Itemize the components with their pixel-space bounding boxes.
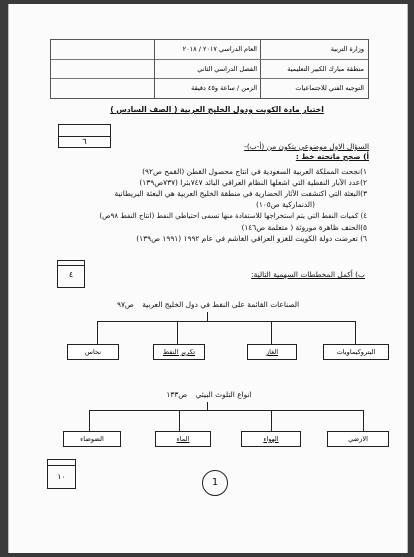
score-box-section-b [57,260,85,288]
exam-page [8,4,408,553]
diagram-1-node-copper: نحاس [67,344,119,360]
item-1: ١)نجحت المملكة العربية السعودية في انتاج محصول القطن (القمح ص٩٢) [142,167,367,176]
diagram-2-node-water: الماء [155,431,211,447]
diagram-1-stem [207,312,208,321]
diagram-2-node-air: الهواء [241,431,301,447]
diagram-2-connector [271,410,272,432]
ministry-label: وزارة التربية [330,45,364,53]
item-5: ٥)الحنف ظاهرة موروثة ( متعلمة ص١٤٦) [241,223,367,232]
score-box-section-a [58,124,111,148]
diagram-2-connector [363,410,364,432]
diagram-1-connector [177,321,178,345]
diagram-2-page-ref: ص١٣٣ [166,390,188,399]
header-empty-column [51,40,154,98]
item-3-correction: (الدنماركية ص١٠٥) [255,200,315,209]
section-a-instruction: أ) صحح ماتحته خط : [295,152,369,161]
header-empty-cell [51,78,154,97]
diagram-1-node-gas: الغاز [247,344,297,360]
score-value: ٤ [68,270,74,279]
semester-label: الفصل الدراسي الثاني [155,59,261,78]
section-b-instruction: ب) أكمل المخططات السهمية التالية: [251,270,365,279]
page-number: 1 [211,477,219,488]
header-table [50,39,369,99]
diagram-1-node-refining: تكرير النفط [153,344,205,360]
diagram-1-connector [271,321,272,345]
district-label: منطقة مبارك الكبير التعليمية [261,59,368,78]
department-label: التوجيه الفني للاجتماعيات [261,78,368,97]
diagram-1-connector [97,321,98,345]
diagram-1-connector [355,321,356,345]
diagram-2-node-soil: الارضي [327,431,389,447]
item-4: ٤) كميات النفط التي يتم استخراجها للاستفادة منها تسمى احتياطي النفط (انتاج النفط ٩٨ص) [99,212,367,220]
header-empty-cell [51,40,154,59]
diagram-2-connector [89,410,90,432]
diagram-1-branch [97,321,355,322]
diagram-1-title [103,300,313,309]
header-empty-cell [51,59,154,78]
item-3: ٣)البعثة التي اكتشفت الآثار الحضارية في منطقة الخليج العربية هي البعثة البريطانية [114,189,367,198]
diagram-2-stem [207,402,208,410]
diagram-1-page-ref: ص٩٧ [116,300,134,309]
header-ministry-column [260,40,368,98]
diagram-2-title-text: انواع التلوث البيئي [195,390,252,399]
header-term-column [154,40,261,98]
item-2: ٢)عدد الآبار النفطية التي اشعلها النظام العراقي البائد ٧٤٧بئرا (٧٣٧ص١٣٩) [139,178,367,187]
diagram-1-node-petrochemicals: البتروكيماويات [323,344,389,360]
question-title: السؤال الاول موضوعي يتكون من (أ-ب)- [244,142,369,151]
item-6: ٦) تعرضت دولة الكويت للغزو العراقي الغاشم في عام ١٩٩٢ (١٩٩١ ص١٣٩) [136,234,367,243]
diagram-2-title [119,390,299,399]
duration-label: الزمن / ساعة و٤٥ دقيقة [155,78,261,97]
diagram-1-title-text: الصناعات القائمة على النفط في دول الخليج العربية [142,300,300,309]
score-value: ١٠ [57,472,66,481]
academic-year-label: العام الدراسي ٢٠١٧ / ٢٠١٨ [182,45,257,53]
diagram-2-node-noise: الضوضاء [63,431,121,447]
diagram-2-branch [89,410,363,411]
diagram-2-connector [179,410,180,432]
page-number-circle [202,470,228,496]
exam-title: اختبار مادة الكويت ودول الخليج العربية ( الصف السادس ) [110,105,324,114]
score-box-total [47,459,76,489]
score-value: ٦ [82,137,87,146]
